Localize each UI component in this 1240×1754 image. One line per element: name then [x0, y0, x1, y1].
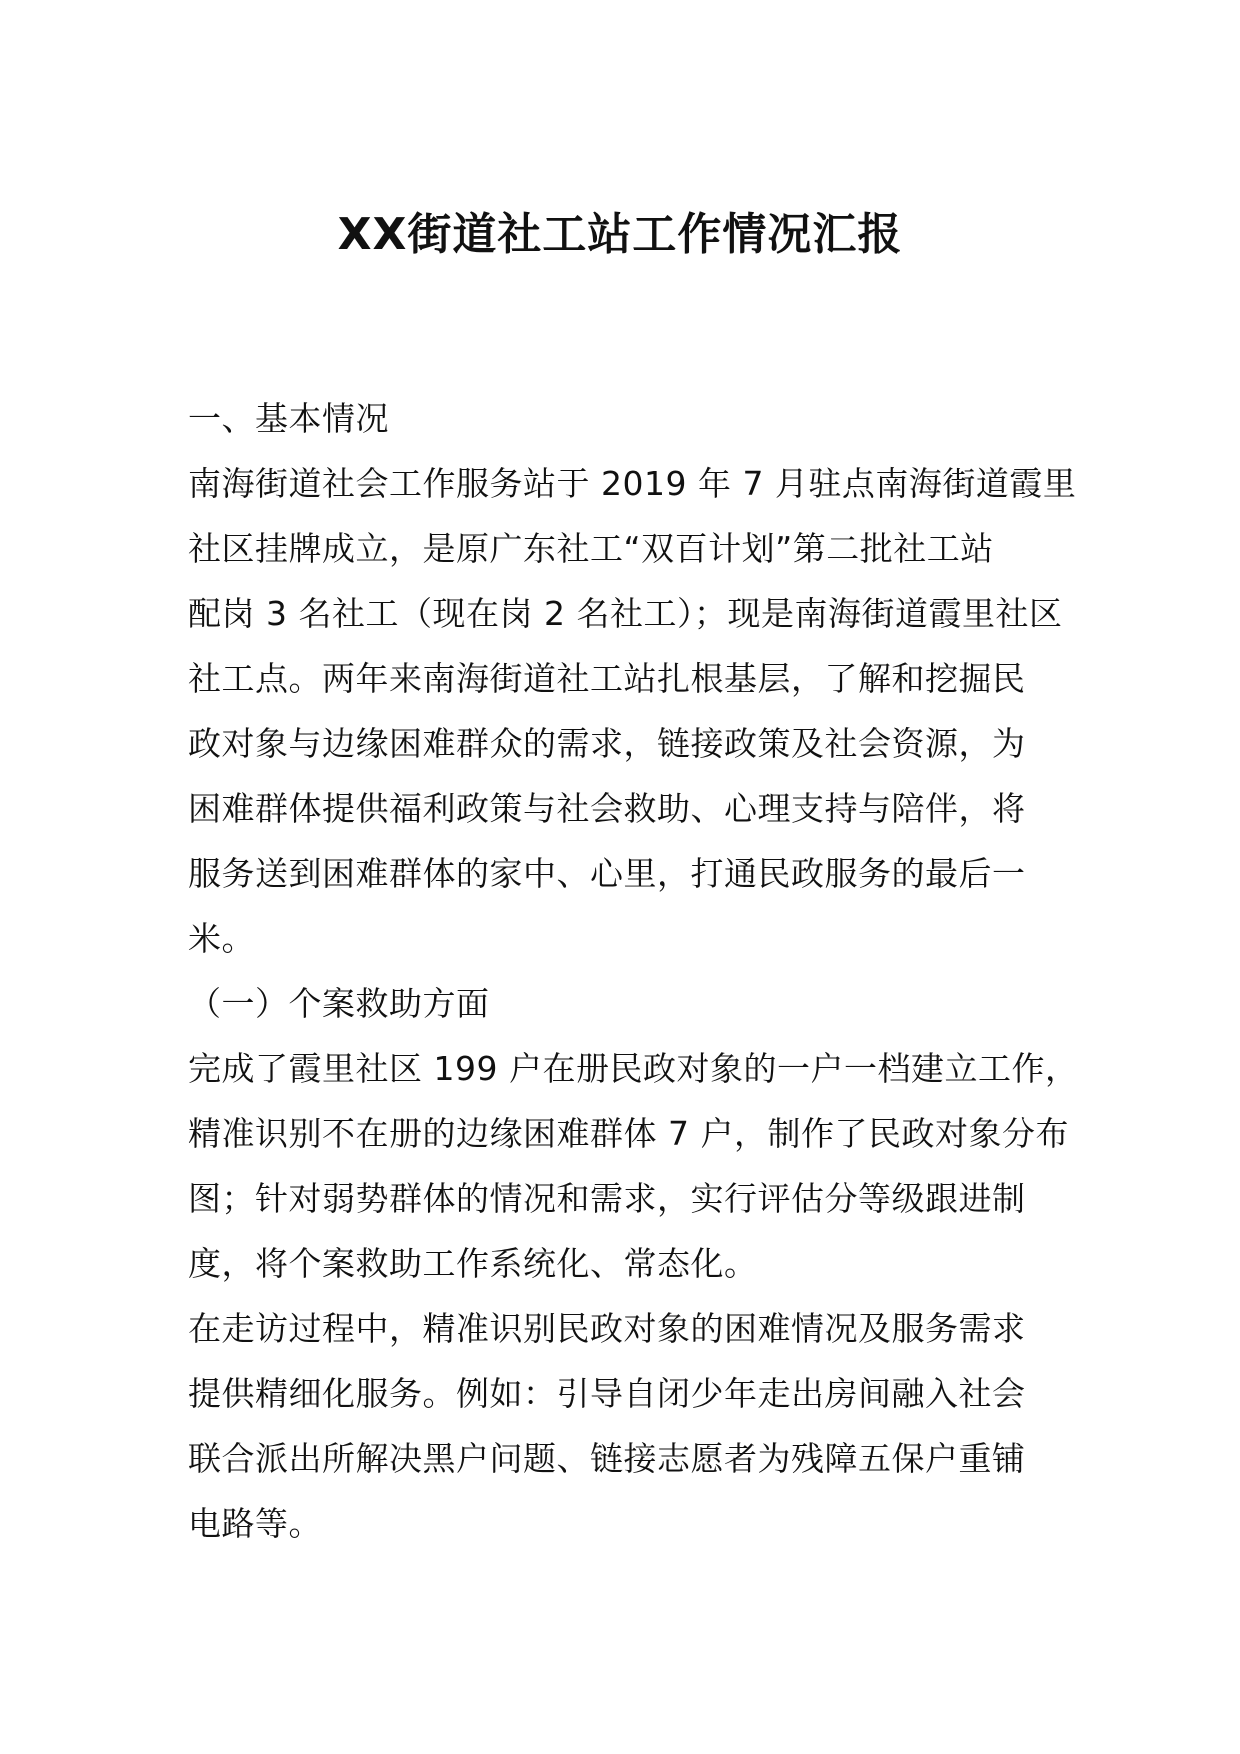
subsection-heading-case-assistance: （一）个案救助方面 — [188, 984, 490, 1023]
section-heading-basic-info: 一、基本情况 — [188, 399, 389, 438]
paragraph-line: 提供精细化服务。例如：引导自闭少年走出房间融入社会 — [188, 1374, 1026, 1413]
paragraph-line: 政对象与边缘困难群众的需求，链接政策及社会资源，为 — [188, 724, 1026, 763]
paragraph-line: 米。 — [188, 919, 255, 958]
paragraph-line: 服务送到困难群体的家中、心里，打通民政服务的最后一 — [188, 854, 1026, 893]
paragraph-line: 度，将个案救助工作系统化、常态化。 — [188, 1244, 758, 1283]
paragraph-line: 困难群体提供福利政策与社会救助、心理支持与陪伴，将 — [188, 789, 1026, 828]
document-title: XX街道社工站工作情况汇报 — [337, 209, 903, 260]
paragraph-line: 在走访过程中，精准识别民政对象的困难情况及服务需求 — [188, 1309, 1026, 1348]
paragraph-line: 配岗 3 名社工（现在岗 2 名社工）；现是南海街道霞里社区 — [188, 594, 1063, 633]
paragraph-line: 社工点。两年来南海街道社工站扎根基层，了解和挖掘民 — [188, 659, 1026, 698]
paragraph-line: 社区挂牌成立，是原广东社工“双百计划”第二批社工站 — [188, 529, 994, 568]
document-body — [188, 386, 1079, 1556]
paragraph-line: 电路等。 — [188, 1504, 322, 1543]
paragraph-line: 南海街道社会工作服务站于 2019 年 7 月驻点南海街道霞里 — [188, 464, 1077, 503]
paragraph-line: 完成了霞里社区 199 户在册民政对象的一户一档建立工作， — [188, 1049, 1079, 1088]
paragraph-line: 图；针对弱势群体的情况和需求，实行评估分等级跟进制 — [188, 1179, 1026, 1218]
paragraph-line: 精准识别不在册的边缘困难群体 7 户，制作了民政对象分布 — [188, 1114, 1069, 1153]
paragraph-line: 联合派出所解决黑户问题、链接志愿者为残障五保户重铺 — [188, 1439, 1026, 1478]
